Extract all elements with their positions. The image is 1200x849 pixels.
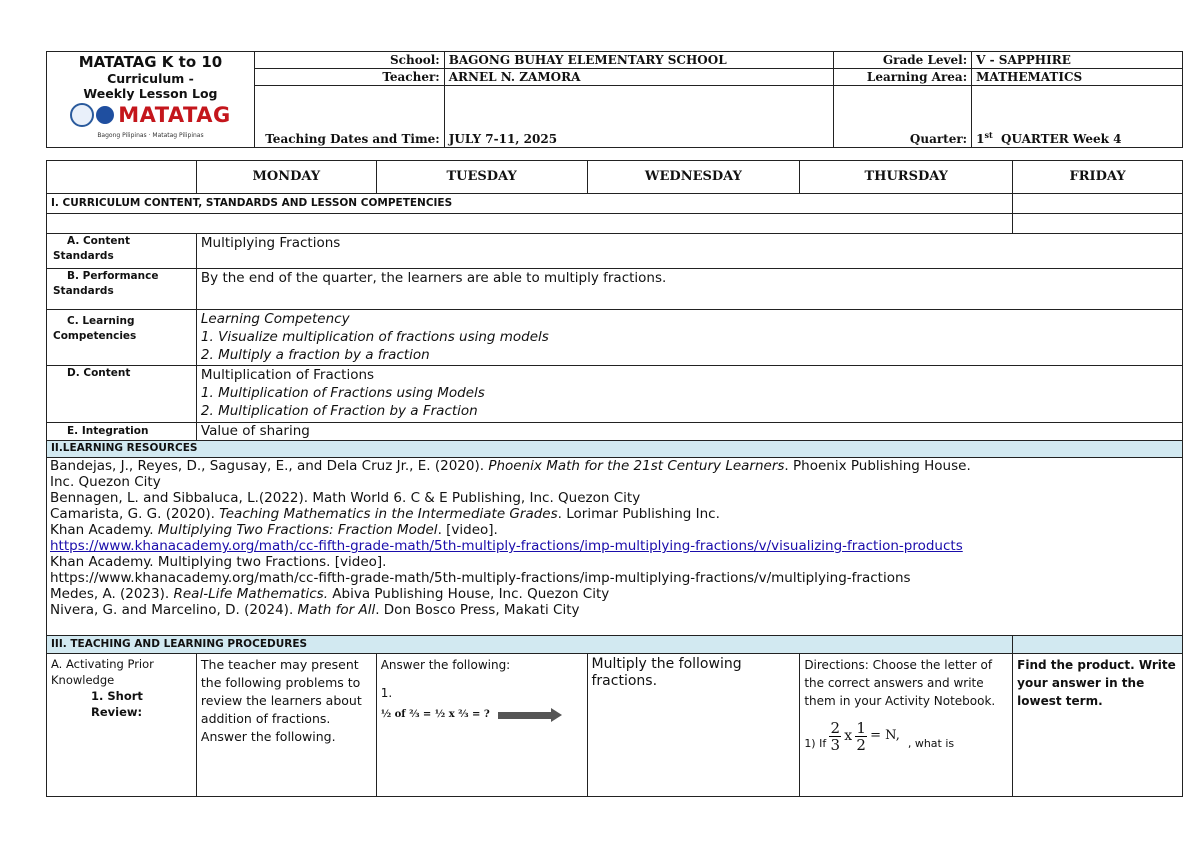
- resource-item: Bennagen, L. and Sibbaluca, L.(2022). Math World 6. C & E Publishing, Inc. Quezon City: [50, 490, 641, 506]
- fraction-one-half: [855, 720, 867, 753]
- matatag-wordmark: MATATAG: [118, 103, 231, 127]
- competency-line: Learning Competency: [200, 311, 350, 327]
- quarter-number: 1: [976, 132, 985, 146]
- resource-item: Khan Academy. Multiplying two Fractions. [video].: [50, 554, 387, 570]
- label-line: Standards: [53, 250, 114, 262]
- content-value: [196, 366, 1182, 423]
- label-line: C. Learning: [67, 315, 135, 327]
- resource-title: Real-Life Mathematics.: [173, 586, 328, 602]
- fraction-expression: ½ of ⅔ = ½ x ⅔ = ?: [380, 709, 490, 720]
- thursday-procedure: [800, 654, 1013, 797]
- content-standards-row: [47, 234, 1183, 269]
- resources-list: [47, 458, 1183, 636]
- grade-label: Grade Level:: [834, 52, 972, 69]
- empty-cell: [1013, 636, 1183, 654]
- resource-text: Bandejas, J., Reyes, D., Sagusay, E., and Dela Cruz Jr., E. (2020).: [50, 458, 489, 474]
- logo-tagline: Bagong Pilipinas · Matatag Pilipinas: [97, 132, 204, 139]
- integration-value: Value of sharing: [196, 423, 1182, 441]
- empty-cell: [1013, 194, 1183, 214]
- resource-item: Inc. Quezon City: [50, 474, 161, 490]
- question-suffix: , what is: [907, 737, 955, 750]
- resource-text: . Don Bosco Press, Makati City: [375, 602, 580, 618]
- label-line: Competencies: [53, 330, 137, 342]
- school-value: BAGONG BUHAY ELEMENTARY SCHOOL: [444, 52, 834, 69]
- empty-cell: [1013, 214, 1183, 234]
- resource-item: [50, 522, 1178, 538]
- day-header-friday: FRIDAY: [1013, 161, 1183, 194]
- resource-text: Camarista, G. G. (2020).: [50, 506, 220, 522]
- question-prefix: 1) If: [804, 737, 827, 750]
- resource-text: . Phoenix Publishing House.: [784, 458, 971, 474]
- quarter-text: QUARTER Week 4: [1001, 132, 1122, 146]
- competency-line: 2. Multiply a fraction by a fraction: [200, 347, 430, 363]
- quarter-value: [972, 86, 1183, 148]
- label-line: A. Content: [67, 235, 130, 247]
- section-heading-curriculum: I. CURRICULUM CONTENT, STANDARDS AND LESSON COMPETENCIES: [47, 194, 1013, 214]
- resource-title: Teaching Mathematics in the Intermediate Grades: [219, 506, 558, 522]
- lesson-log-table: [46, 160, 1183, 797]
- label-line: B. Performance: [67, 270, 159, 282]
- content-line: 2. Multiplication of Fraction by a Fraction: [200, 403, 478, 419]
- curriculum-logo-block: [47, 52, 255, 148]
- label-line: A. Activating Prior: [51, 657, 154, 671]
- thursday-question: [804, 720, 1008, 753]
- day-header-thursday: THURSDAY: [800, 161, 1013, 194]
- resource-title: Math for All: [297, 602, 376, 618]
- resource-title: Multiplying Two Fractions: Fraction Model: [157, 522, 438, 538]
- content-standards-label: [47, 234, 197, 269]
- performance-standards-value: By the end of the quarter, the learners are able to multiply fractions.: [196, 269, 1182, 310]
- numerator: 1: [856, 719, 866, 737]
- section-heading-procedures: III. TEACHING AND LEARNING PROCEDURES: [47, 636, 1013, 654]
- resource-text: . [video].: [437, 522, 498, 538]
- performance-standards-row: [47, 269, 1183, 310]
- quarter-suffix: st: [984, 130, 993, 140]
- teacher-value: ARNEL N. ZAMORA: [444, 69, 834, 86]
- competency-line: 1. Visualize multiplication of fractions using models: [200, 329, 549, 345]
- label-line: 1. Short Review:: [91, 689, 143, 719]
- wednesday-procedure: Multiply the following fractions.: [587, 654, 800, 797]
- learning-competencies-label: [47, 310, 197, 366]
- denominator: 2: [856, 736, 866, 754]
- content-standards-value: Multiplying Fractions: [196, 234, 1182, 269]
- resources-row: [47, 458, 1183, 636]
- denominator: 3: [830, 736, 840, 754]
- thursday-directions: Directions: Choose the letter of the correct answers and write them in your Activity Notebook.: [804, 658, 996, 708]
- resource-text: Medes, A. (2023).: [50, 586, 174, 602]
- deped-seal-icon: [70, 103, 94, 127]
- day-header-wednesday: WEDNESDAY: [587, 161, 800, 194]
- grade-value: V - SAPPHIRE: [972, 52, 1183, 69]
- content-line: 1. Multiplication of Fractions using Models: [200, 385, 485, 401]
- resource-item: [50, 538, 1178, 554]
- dates-label: Teaching Dates and Time:: [254, 86, 444, 148]
- content-row: [47, 366, 1183, 423]
- learning-competencies-row: [47, 310, 1183, 366]
- logo-title: MATATAG K to 10: [78, 53, 223, 71]
- teacher-label: Teacher:: [254, 69, 444, 86]
- resource-item: [50, 586, 1178, 602]
- activating-prior-knowledge-label: [47, 654, 197, 797]
- header-table: [46, 51, 1183, 148]
- content-line: Multiplication of Fractions: [200, 367, 375, 383]
- khan-academy-link[interactable]: https://www.khanacademy.org/math/cc-fifth-grade-math/5th-multiply-fractions/imp-multiplying-fractions/v/visualizing-fraction-products: [50, 538, 963, 554]
- tuesday-instructions: Answer the following:: [380, 658, 511, 672]
- corner-cell: [47, 161, 197, 194]
- content-label: D. Content: [47, 366, 197, 423]
- performance-standards-label: [47, 269, 197, 310]
- resource-item: [50, 602, 1178, 618]
- area-label: Learning Area:: [834, 69, 972, 86]
- logo-line-2: Curriculum -: [107, 71, 194, 86]
- tuesday-procedure: [376, 654, 587, 797]
- monday-procedure: The teacher may present the following problems to review the learners about addition of fractions. Answer the following.: [196, 654, 376, 797]
- fraction-two-thirds: [829, 720, 841, 753]
- day-header-monday: MONDAY: [196, 161, 376, 194]
- logo-line-3: Weekly Lesson Log: [83, 86, 218, 101]
- empty-row: [47, 214, 1013, 234]
- resource-title: Phoenix Math for the 21st Century Learners: [488, 458, 785, 474]
- multiply-sign: x: [844, 728, 853, 744]
- resource-item: [50, 506, 1178, 522]
- school-label: School:: [254, 52, 444, 69]
- equals-n: = N,: [870, 728, 900, 743]
- dates-value: JULY 7-11, 2025: [444, 86, 834, 148]
- label-line: Knowledge: [51, 673, 115, 687]
- friday-procedure: Find the product. Write your answer in the lowest term.: [1013, 654, 1183, 797]
- resource-text: Abiva Publishing House, Inc. Quezon City: [328, 586, 610, 602]
- item-number: 1.: [380, 686, 393, 700]
- day-header-tuesday: TUESDAY: [376, 161, 587, 194]
- integration-label: E. Integration: [47, 423, 197, 441]
- label-line: Standards: [53, 285, 114, 297]
- section-heading-resources: II.LEARNING RESOURCES: [47, 441, 1183, 458]
- resource-item: [50, 458, 1178, 474]
- area-value: MATHEMATICS: [972, 69, 1183, 86]
- activating-prior-knowledge-row: [47, 654, 1183, 797]
- learning-competencies-value: [196, 310, 1182, 366]
- integration-row: [47, 423, 1183, 441]
- matatag-logo: [49, 103, 252, 127]
- day-header-row: [47, 161, 1183, 194]
- resource-text: Khan Academy.: [50, 522, 158, 538]
- tuesday-problem: [381, 706, 583, 724]
- quarter-label: Quarter:: [834, 86, 972, 148]
- right-arrow-icon: [498, 709, 562, 721]
- resource-text: Nivera, G. and Marcelino, D. (2024).: [50, 602, 298, 618]
- resource-text: . Lorimar Publishing Inc.: [557, 506, 720, 522]
- numerator: 2: [830, 719, 840, 737]
- bagong-pilipinas-icon: [96, 106, 114, 124]
- resource-url: https://www.khanacademy.org/math/cc-fifth-grade-math/5th-multiply-fractions/imp-multiplying-fractions/v/multiplying-fractions: [50, 570, 911, 586]
